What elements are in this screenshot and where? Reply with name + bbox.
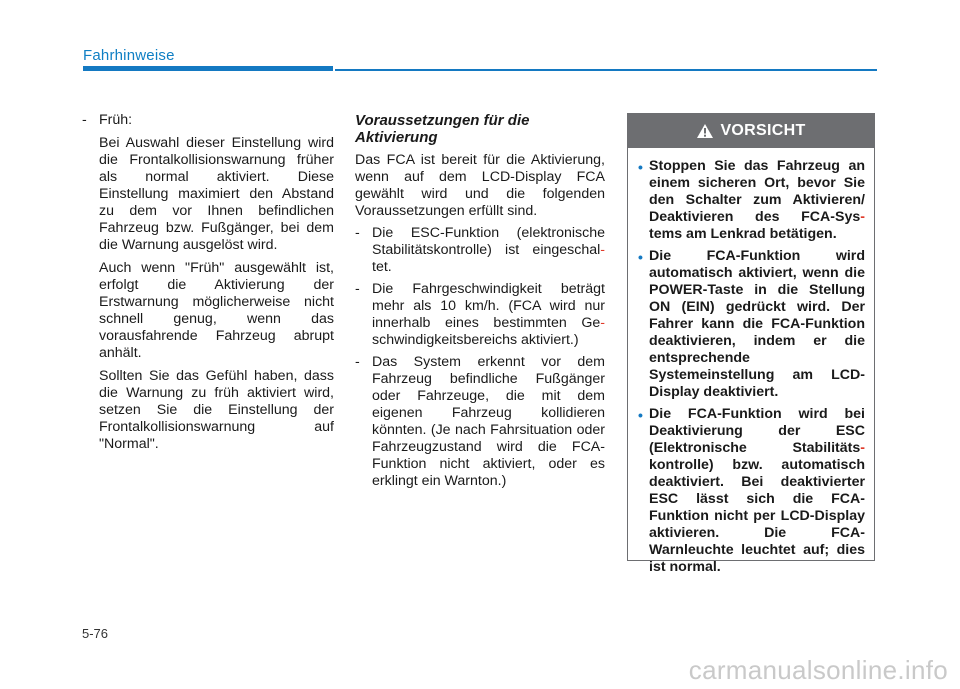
- item-label: Früh:: [99, 112, 133, 128]
- caution-text-cont: tems am Lenkrad betätigen.: [649, 226, 837, 242]
- caution-text-cont: kontrolle) bzw. automatisch deaktiviert. Bei deaktivierter ESC lässt sich die FCA-Funktion nicht per LCD-Display aktivieren. Die FCA-Warnleuchte leuchtet auf; dies ist normal.: [649, 457, 865, 575]
- left-column: [82, 112, 334, 459]
- section-title: Fahrhinweise: [83, 47, 175, 64]
- caution-body: [628, 148, 874, 576]
- page-number: 5-76: [82, 626, 109, 641]
- hyphen-mark: -: [860, 209, 865, 225]
- caution-item: [638, 158, 865, 243]
- item-text: Die Fahrgeschwindigkeit beträgt mehr als 10 km/h. (FCA wird nur innerhalb eines bestimmten Ge: [372, 281, 605, 331]
- paragraph: Bei Auswahl dieser Einstellung wird die Frontalkollisionswarnung früher als normal aktiviert. Diese Einstellung maximiert den Abstand zu dem vor Ihnen befindlichen Fahrzeug bzw. Fußgänger, bei dem die Warnung ausgelöst wird.: [99, 135, 334, 253]
- item-text-cont: schwindigkeitsbereichs aktiviert.): [372, 332, 579, 348]
- list-item: [355, 225, 605, 276]
- item-text-cont: tet.: [372, 259, 392, 275]
- paragraph: Sollten Sie das Gefühl haben, dass die Warnung zu früh aktiviert wird, setzen Sie die Einstellung der Frontalkollisionswarnung auf "Normal".: [99, 368, 334, 452]
- dash-mark: -: [82, 112, 87, 128]
- caution-box: [627, 113, 875, 575]
- list-item: [82, 112, 334, 129]
- paragraph: Auch wenn "Früh" ausgewählt ist, erfolgt die Aktivierung der Erstwarnung möglicherweise nicht schnell genug, wenn das vorausfahrende Fahrzeug abrupt anhält.: [99, 260, 334, 361]
- caution-header: [628, 114, 874, 148]
- caution-text: Die FCA-Funktion wird automatisch aktiviert, wenn die POWER-Taste in die Stellung ON (EIN) gedrückt wird. Der Fahrer kann die FCA-Funktion deaktivieren, indem er die entsprechende Systemeinstellung am LCD-Display deaktiviert.: [649, 248, 865, 400]
- hyphen-mark: -: [860, 440, 865, 456]
- list-item: [355, 281, 605, 349]
- header-rule-thick: [83, 66, 333, 71]
- header-rule-thin: [335, 69, 877, 71]
- dash-mark: -: [355, 225, 360, 241]
- sub-heading: Voraussetzungen für die Aktivierung: [355, 112, 530, 146]
- caution-title: VORSICHT: [720, 122, 806, 139]
- caution-text: Die FCA-Funktion wird bei Deaktivierung der ESC (Elektronische Stabilitäts: [649, 406, 865, 456]
- item-text: Das System erkennt vor dem Fahrzeug befindliche Fußgänger oder Fahrzeuge, die mit dem eigenen Fahrzeug kollidieren könnten. (Je nach Fahrsituation oder Fahrzeugzustand wird die FCA-Funktion nicht aktiviert, oder es erklingt ein Warnton.): [372, 354, 605, 489]
- hyphen-mark: -: [600, 315, 605, 331]
- list-item: [355, 354, 605, 490]
- bullet-icon: •: [638, 407, 643, 423]
- caution-item: [638, 248, 865, 401]
- dash-mark: -: [355, 354, 360, 370]
- caution-text: Stoppen Sie das Fahrzeug an einem sicheren Ort, bevor Sie den Schalter zum Aktivieren/ Deaktivieren des FCA-Sys: [649, 158, 865, 225]
- item-text: Die ESC-Funktion (elektronische Stabilitätskontrolle) ist eingeschal: [372, 225, 605, 258]
- bullet-icon: •: [638, 159, 643, 175]
- warning-triangle-icon: [696, 123, 714, 139]
- caution-item: [638, 406, 865, 576]
- middle-column: [355, 112, 605, 495]
- intro-paragraph: Das FCA ist bereit für die Aktivierung, wenn auf dem LCD-Display FCA gewählt wird und die folgenden Voraussetzungen erfüllt sind.: [355, 152, 605, 219]
- dash-mark: -: [355, 281, 360, 297]
- bullet-icon: •: [638, 249, 643, 265]
- watermark: carmanualsonline.info: [688, 655, 948, 685]
- hyphen-mark: -: [600, 242, 605, 258]
